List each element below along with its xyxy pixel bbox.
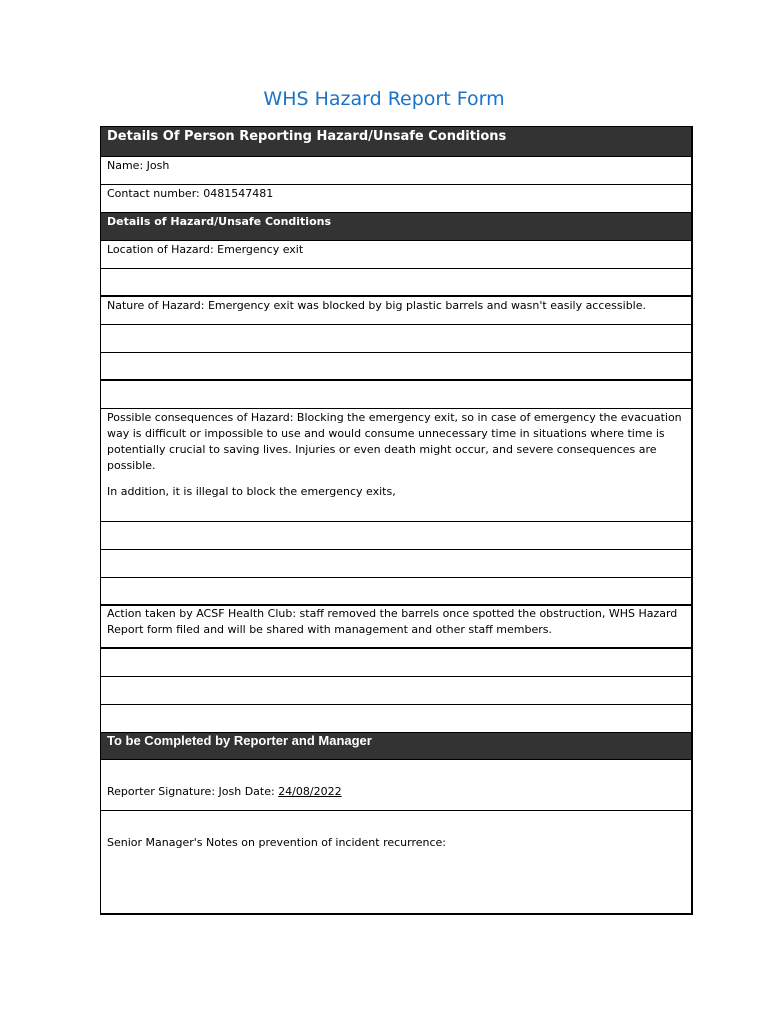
signature-date: 24/08/2022 (278, 785, 342, 798)
blank-row[interactable] (101, 705, 691, 733)
action-taken-field[interactable]: Action taken by ACSF Health Club: staff removed the barrels once spotted the obstruction, WHS Hazard Report form filed and will be shared with management and other staff members. (101, 606, 691, 649)
blank-row[interactable] (101, 578, 691, 606)
consequences-paragraph-addition: In addition, it is illegal to block the emergency exits, (107, 485, 396, 498)
contact-number-field[interactable]: Contact number: 0481547481 (101, 185, 691, 213)
consequences-paragraph: Possible consequences of Hazard: Blocking the emergency exit, so in case of emergency the evacuation way is difficult or impossible to use and would consume unnecessary time in situations where time is potentially crucial to saving lives. Injuries or even death might occur, and severe consequences are possible. (107, 411, 682, 472)
page-title: WHS Hazard Report Form (263, 88, 505, 110)
reporter-signature-field[interactable] (101, 760, 691, 811)
hazard-consequences-field[interactable] (101, 409, 691, 522)
blank-row[interactable] (101, 522, 691, 550)
blank-row[interactable] (101, 269, 691, 297)
hazard-location-field[interactable]: Location of Hazard: Emergency exit (101, 241, 691, 269)
blank-row[interactable] (101, 381, 691, 409)
section-header-completion: To be Completed by Reporter and Manager (101, 733, 691, 760)
manager-notes-field[interactable]: Senior Manager's Notes on prevention of incident recurrence: (107, 836, 447, 849)
blank-row[interactable] (101, 325, 691, 353)
blank-row[interactable] (101, 649, 691, 677)
signature-label: Reporter Signature: Josh Date: (107, 785, 279, 798)
section-header-hazard: Details of Hazard/Unsafe Conditions (101, 213, 691, 241)
reporter-name-field[interactable]: Name: Josh (101, 157, 691, 185)
hazard-nature-field[interactable]: Nature of Hazard: Emergency exit was blocked by big plastic barrels and wasn't easily accessible. (101, 297, 691, 325)
blank-row[interactable] (101, 677, 691, 705)
blank-row[interactable] (101, 550, 691, 578)
blank-row[interactable] (101, 353, 691, 381)
section-header-reporter: Details Of Person Reporting Hazard/Unsafe Conditions (101, 127, 691, 157)
hazard-report-form (100, 126, 693, 915)
